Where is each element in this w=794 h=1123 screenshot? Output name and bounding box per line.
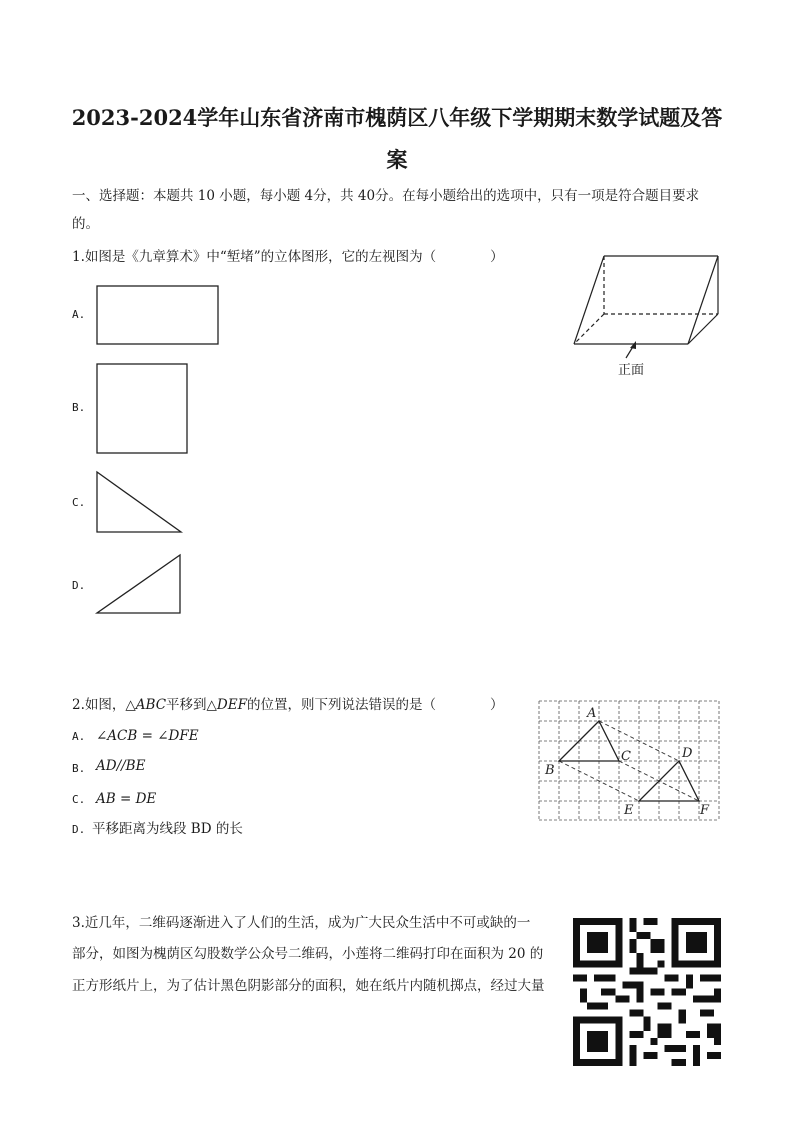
q1-option-c-label: C. xyxy=(72,496,86,509)
page-title-line1: 2023-2024学年山东省济南市槐荫区八年级下学期期末数学试题及答 xyxy=(71,105,723,130)
q3-qr-code-image xyxy=(573,918,721,1066)
q2-point-f: F xyxy=(700,803,710,818)
q2-option-b-label: B. xyxy=(72,762,86,775)
q2-stem-suffix: 的位置，则下列说法错误的是（ ） xyxy=(246,697,504,713)
q1-option-a-rectangle xyxy=(96,285,220,347)
q2-triangle-def: △DEF xyxy=(206,697,247,713)
q2-point-d: D xyxy=(682,746,693,761)
q3-text-line1: 3.近几年，二维码逐渐进入了人们的生活，成为广大民众生活中不可或缺的一 xyxy=(72,915,531,931)
q1-prism-figure xyxy=(560,248,730,383)
q2-stem-prefix: 2.如图， xyxy=(72,697,126,713)
q2-point-e: E xyxy=(624,803,634,818)
q1-option-b-square xyxy=(96,363,190,456)
q3-text-line3: 正方形纸片上，为了估计黑色阴影部分的面积，她在纸片内随机掷点，经过大量 xyxy=(72,978,545,994)
q1-option-a-label: A. xyxy=(72,308,86,321)
q2-stem xyxy=(72,695,503,715)
q1-front-label: 正面 xyxy=(618,363,645,378)
q2-stem-mid: 平移到 xyxy=(166,697,207,713)
q2-point-c: C xyxy=(621,749,631,764)
page-title-line2: 案 xyxy=(386,147,408,172)
q2-grid-figure xyxy=(538,700,722,822)
q2-option-c-label: C. xyxy=(72,793,86,806)
q1-option-c-triangle xyxy=(96,471,186,535)
q2-triangle-abc: △ABC xyxy=(125,697,167,713)
q2-option-a-text: ∠ACB = ∠DFE xyxy=(96,728,199,744)
q3-text-line2: 部分，如图为槐荫区勾股数学公众号二维码，小莲将二维码打印在面积为 20 的 xyxy=(72,946,544,962)
q1-option-d-label: D. xyxy=(72,579,86,592)
section-heading-cont: 的。 xyxy=(72,216,99,232)
q1-option-b-label: B. xyxy=(72,401,86,414)
q2-point-b: B xyxy=(545,763,555,778)
q2-option-d-text: 平移距离为线段 BD 的长 xyxy=(92,821,243,837)
q2-option-a-label: A. xyxy=(72,730,86,743)
section-heading: 一、选择题：本题共 10 小题，每小题 4分，共 40分。在每小题给出的选项中，只有一项是符合题目要求 xyxy=(72,188,700,204)
q1-option-d-triangle xyxy=(96,554,186,616)
q2-option-d-label: D. xyxy=(72,823,86,836)
q2-option-b-text: AD//BE xyxy=(96,758,146,774)
q2-option-c-text: AB = DE xyxy=(96,791,157,807)
q1-stem: 1.如图是《九章算术》中“堑堵”的立体图形，它的左视图为（ ） xyxy=(72,249,504,265)
q2-point-a: A xyxy=(587,706,597,721)
